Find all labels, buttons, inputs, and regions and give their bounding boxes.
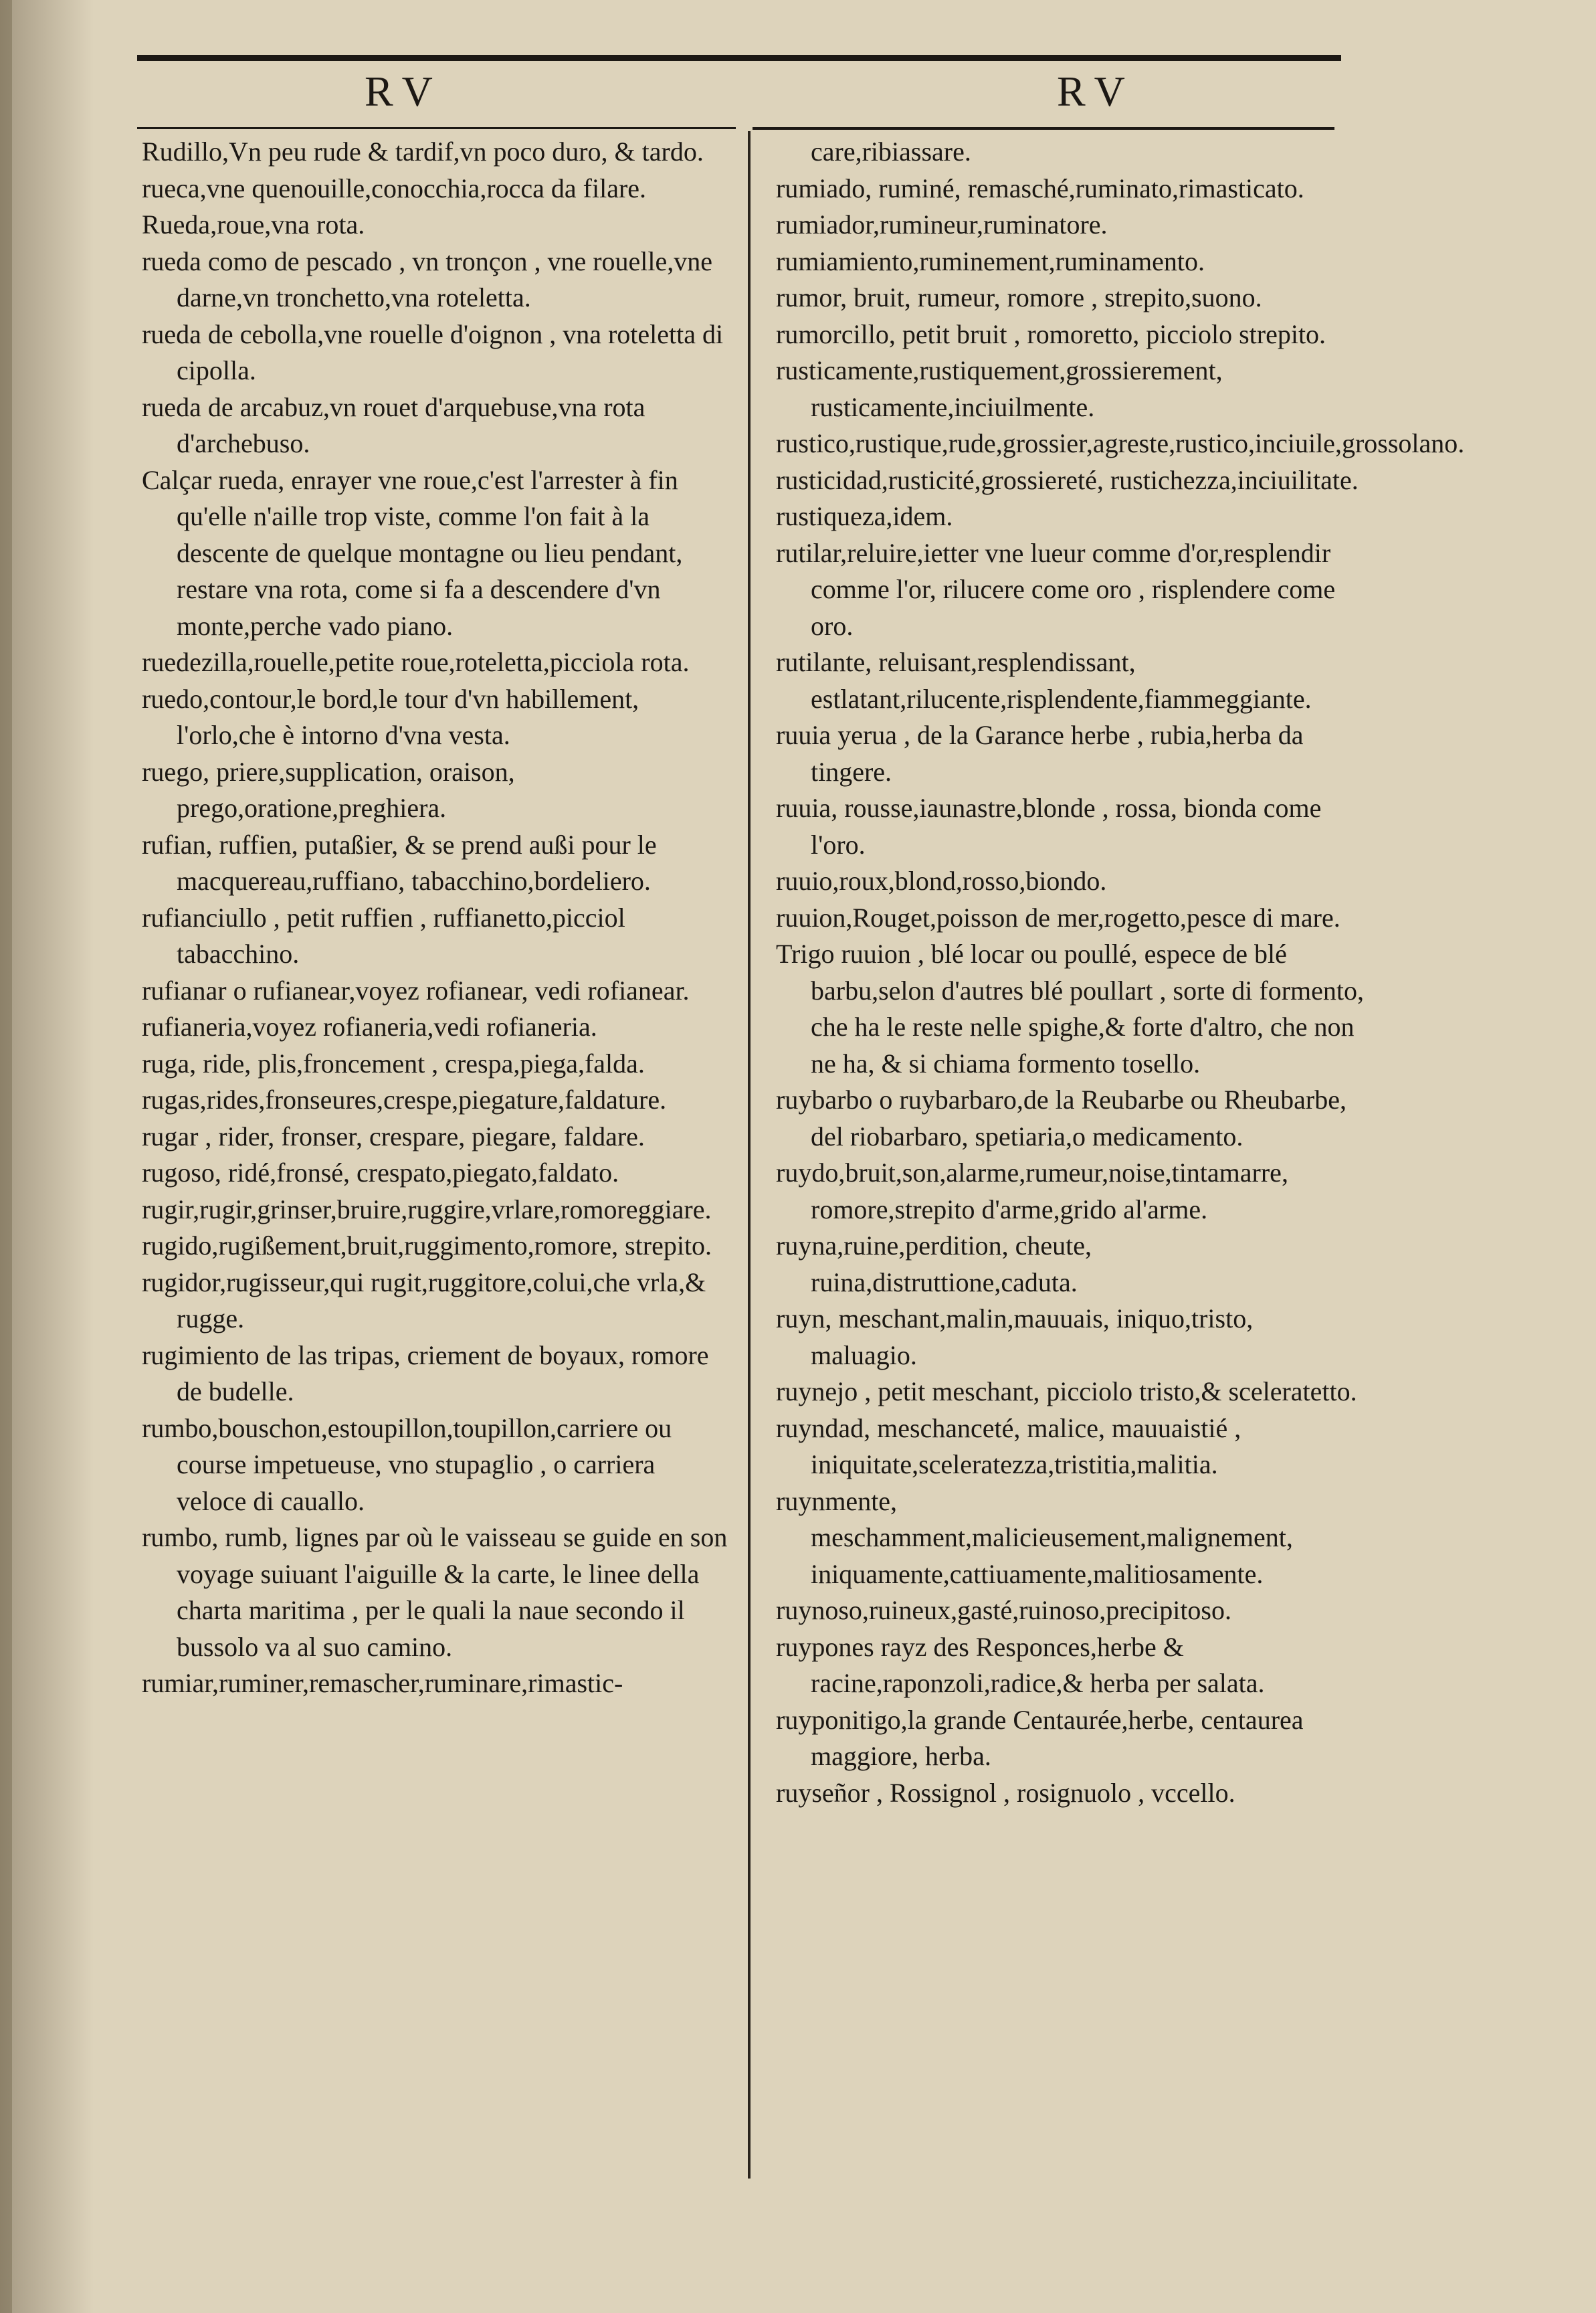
- gutter-shadow: [0, 0, 94, 2313]
- dictionary-entry: ruydo,bruit,son,alarme,rumeur,noise,tintamarre, romore,strepito d'arme,grido al'arme.: [776, 1158, 1288, 1224]
- dictionary-entry: rufian, ruffien, putaßier, & se prend außi pour le macquereau,ruffiano, tabacchino,bordeliero.: [142, 829, 657, 896]
- header-rule: [137, 55, 1341, 61]
- dictionary-entry: ruybarbo o ruybarbaro,de la Reubarbe ou Rheubarbe, del riobarbaro, spetiaria,o medicamento.: [776, 1085, 1347, 1151]
- dictionary-entry: rugido,rugißement,bruit,ruggimento,romore, strepito.: [142, 1230, 712, 1261]
- dictionary-entry: rueda de cebolla,vne rouelle d'oignon , vna roteletta di cipolla.: [142, 318, 724, 385]
- dictionary-entry: rumiador,rumineur,ruminatore.: [776, 209, 1108, 240]
- dictionary-entry: rumor, bruit, rumeur, romore , strepito,suono.: [776, 282, 1262, 312]
- dictionary-entry: rusticamente,rustiquement,grossierement, rusticamente,inciuilmente.: [776, 355, 1223, 422]
- dictionary-entry: rugir,rugir,grinser,bruire,ruggire,vrlare,romoreggiare.: [142, 1194, 712, 1224]
- dictionary-entry: rueda como de pescado , vn tronçon , vne rouelle,vne darne,vn tronchetto,vna roteletta.: [142, 246, 713, 312]
- dictionary-entry: rumorcillo, petit bruit , romoretto, picciolo strepito.: [776, 318, 1326, 349]
- header-underline-left: [137, 127, 736, 129]
- dictionary-entry: ruego, priere,supplication, oraison, prego,oratione,preghiera.: [142, 756, 515, 823]
- dictionary-entry: rumiamiento,ruminement,ruminamento.: [776, 246, 1205, 276]
- dictionary-entry: rufianar o rufianear,voyez rofianear, vedi rofianear.: [142, 975, 690, 1006]
- dictionary-entry: rumiar,ruminer,remascher,ruminare,rimastic-: [142, 1668, 623, 1698]
- running-head-right: RV: [1057, 68, 1137, 115]
- dictionary-entry: ruypones rayz des Responces,herbe & racine,raponzoli,radice,& herba per salata.: [776, 1631, 1265, 1698]
- dictionary-entry: rufianciullo , petit ruffien , ruffianetto,picciol tabacchino.: [142, 902, 625, 969]
- dictionary-entry: rumbo, rumb, lignes par où le vaisseau se guide en son voyage suiuant l'aiguille & la carte, le linee della charta maritima , per le quali la naue secondo il bussolo va al suo camino.: [142, 1522, 728, 1662]
- dictionary-entry: ruuio,roux,blond,rosso,biondo.: [776, 866, 1107, 896]
- dictionary-entry: ruuion,Rouget,poisson de mer,rogetto,pesce di mare.: [776, 902, 1340, 933]
- dictionary-entry: ruedezilla,rouelle,petite roue,roteletta,picciola rota.: [142, 647, 690, 677]
- dictionary-entry: ruynejo , petit meschant, picciolo tristo,& sceleratetto.: [776, 1376, 1357, 1406]
- dictionary-entry: rugar , rider, fronser, crespare, piegare, faldare.: [142, 1121, 645, 1151]
- dictionary-entry: Rudillo,Vn peu rude & tardif,vn poco duro, & tardo.: [142, 136, 704, 167]
- dictionary-entry-continuation: care,ribiassare.: [811, 136, 971, 167]
- right-column: [776, 134, 1465, 1811]
- header-underline-right: [753, 127, 1334, 130]
- running-head-left: RV: [365, 68, 445, 115]
- dictionary-entry: rutilante, reluisant,resplendissant, estlatant,rilucente,risplendente,fiammeggiante.: [776, 647, 1312, 714]
- dictionary-entry: ruedo,contour,le bord,le tour d'vn habillement, l'orlo,che è intorno d'vna vesta.: [142, 683, 639, 750]
- dictionary-entry: ruyseñor , Rossignol , rosignuolo , vccello.: [776, 1777, 1235, 1808]
- dictionary-entry: rutilar,reluire,ietter vne lueur comme d'or,resplendir comme l'or, rilucere come oro , risplendere come oro.: [776, 537, 1336, 641]
- dictionary-entry: rugidor,rugisseur,qui rugit,ruggitore,colui,che vrla,& rugge.: [142, 1267, 706, 1333]
- dictionary-entry: rufianeria,voyez rofianeria,vedi rofianeria.: [142, 1012, 597, 1042]
- dictionary-entry: rumiado, ruminé, remasché,ruminato,rimasticato.: [776, 173, 1304, 203]
- dictionary-entry: ruynmente, meschamment,malicieusement,malignement, iniquamente,cattiuamente,malitiosamente.: [776, 1485, 1293, 1589]
- dictionary-entry: Rueda,roue,vna rota.: [142, 209, 365, 240]
- dictionary-entry: rugimiento de las tripas, criement de boyaux, romore de budelle.: [142, 1339, 709, 1406]
- dictionary-entry: rumbo,bouschon,estoupillon,toupillon,carriere ou course impetueuse, vno stupaglio , o carriera veloce di cauallo.: [142, 1412, 672, 1516]
- dictionary-entry: rueca,vne quenouille,conocchia,rocca da filare.: [142, 173, 647, 203]
- dictionary-entry: Trigo ruuion , blé locar ou poullé, espece de blé barbu,selon d'autres blé poullart , sorte di formento, che ha le reste nelle spighe,& forte d'altro, che non ne ha, & si chiama formento tosello.: [776, 939, 1364, 1079]
- dictionary-entry: rugoso, ridé,fronsé, crespato,piegato,faldato.: [142, 1158, 619, 1188]
- dictionary-entry: rugas,rides,fronseures,crespe,piegature,faldature.: [142, 1085, 667, 1115]
- dictionary-entry: rustico,rustique,rude,grossier,agreste,rustico,inciuile,grossolano.: [776, 428, 1465, 458]
- dictionary-entry: rustiqueza,idem.: [776, 501, 953, 531]
- left-column: [142, 134, 730, 1702]
- column-divider: [748, 131, 751, 2179]
- dictionary-entry: rusticidad,rusticité,grossiereté, rustichezza,inciuilitate.: [776, 464, 1359, 495]
- dictionary-entry: ruuia yerua , de la Garance herbe , rubia,herba da tingere.: [776, 720, 1304, 787]
- dictionary-entry: ruynoso,ruineux,gasté,ruinoso,precipitoso.: [776, 1595, 1231, 1625]
- dictionary-entry: ruyponitigo,la grande Centaurée,herbe, centaurea maggiore, herba.: [776, 1704, 1304, 1771]
- dictionary-entry: Calçar rueda, enrayer vne roue,c'est l'arrester à fin qu'elle n'aille trop viste, comme l'on fait à la descente de quelque montagne ou lieu pendant, restare vna rota, come si fa a descendere d'vn monte,perche vado piano.: [142, 464, 683, 641]
- dictionary-entry: ruyndad, meschanceté, malice, mauuaistié , iniquitate,sceleratezza,tristitia,malitia.: [776, 1412, 1241, 1479]
- dictionary-entry: rueda de arcabuz,vn rouet d'arquebuse,vna rota d'archebuso.: [142, 391, 645, 458]
- dictionary-entry: ruuia, rousse,iaunastre,blonde , rossa, bionda come l'oro.: [776, 793, 1322, 860]
- dictionary-entry: ruyn, meschant,malin,mauuais, iniquo,tristo, maluagio.: [776, 1303, 1254, 1370]
- dictionary-entry: ruyna,ruine,perdition, cheute, ruina,distruttione,caduta.: [776, 1230, 1092, 1297]
- dictionary-entry: ruga, ride, plis,froncement , crespa,piega,falda.: [142, 1048, 645, 1079]
